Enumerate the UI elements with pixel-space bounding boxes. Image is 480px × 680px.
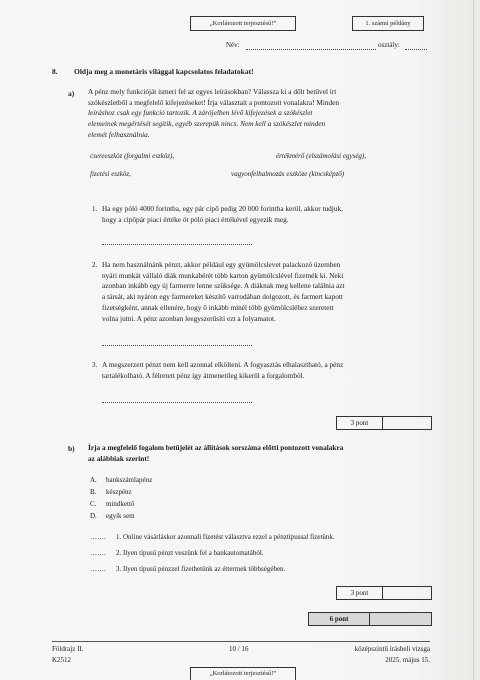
footer-page-number: 10 / 16	[229, 645, 249, 653]
name-label: Név:	[226, 41, 240, 49]
class-field[interactable]	[405, 49, 427, 50]
item-3-text	[102, 360, 432, 381]
score-label: 3 pont	[337, 587, 383, 599]
statement-text: 2. Ilyen típusú pénzt veszünk fel a bankautomatából.	[116, 549, 264, 557]
footer-exam-name: középszintű írásbeli vizsga	[354, 645, 430, 653]
total-score-box[interactable]	[308, 612, 432, 626]
statement-blank[interactable]: …….	[90, 533, 106, 541]
statement-text: 3. Ilyen típusú pénzzel fizethetünk az éttermek többségében.	[116, 565, 286, 573]
footer-rule	[52, 641, 430, 642]
term-item: értékmérő (elszámolási egység),	[276, 152, 367, 160]
term-item: fizetési eszköz,	[90, 170, 131, 178]
item-line: azonban inkább egy új farmerre lenne szüksége. A diáknak meg kellene találnia azt	[102, 281, 345, 291]
item-1-text	[102, 204, 432, 225]
footer-subject: Földrajz II.	[52, 645, 84, 653]
instruction-line: az alábbiak szerint!	[88, 453, 150, 463]
statement-text: 1. Online vásárláskor azonnali fizetést választva ezzel a pénztípussal fizetünk.	[116, 533, 335, 541]
statement-blank[interactable]: …….	[90, 549, 106, 557]
item-line: tartalékolható. A félretett pénz így átmenetileg kikerül a forgalomból.	[102, 370, 305, 380]
option-text: mindkettő	[106, 500, 135, 508]
part-a-marker: a)	[68, 89, 75, 98]
item-line: Ha nem használnánk pénzt, akkor például egy gyümölcslevet palackozó üzemben	[102, 260, 341, 269]
page-edge	[473, 0, 474, 680]
item-number: 1.	[92, 205, 98, 213]
instruction-line: elemét felhasználnia.	[88, 129, 150, 139]
part-b-marker: b)	[68, 444, 75, 453]
score-label: 3 pont	[337, 417, 383, 429]
score-box-b[interactable]	[336, 586, 432, 600]
term-item: vagyonfelhalmozás eszköze (kincsképző)	[231, 170, 345, 178]
part-a-instruction	[88, 87, 428, 141]
item-line: hogy a cipőpár piaci értéke öt póló piaci értékével egyezik meg.	[102, 214, 289, 224]
option-letter: B.	[90, 488, 97, 496]
option-text: készpénz	[106, 488, 132, 496]
instruction-line: leíráshoz csak egy funkció tartozik. A zárójelben lévő kifejezések a szókészlet	[88, 108, 313, 118]
answer-line-1[interactable]	[102, 244, 252, 245]
item-line: volna jutni. A pénz azonban leegyszerűsíti ezt a folyamatot.	[102, 313, 276, 323]
item-line: fizetségként, annak ellenére, hogy ő inkább minél több gyümölcsléhez szeretett	[102, 302, 334, 312]
instruction-line: Írja a megfelelő fogalom betűjelét az állítások sorszáma előtti pontozott vonalakra	[88, 443, 344, 452]
item-number: 2.	[92, 261, 98, 269]
answer-line-2[interactable]	[102, 345, 252, 346]
footer-code: K2512	[52, 656, 72, 664]
part-b-instruction	[88, 443, 428, 464]
footer-date: 2025. május 15.	[385, 656, 430, 664]
option-text: egyik sem	[106, 512, 135, 520]
item-number: 3.	[92, 361, 98, 369]
instruction-line: A pénz mely funkcióját ismeri fel az egyes leírásokban? Válassza ki a dőlt betűvel írt	[88, 87, 337, 96]
option-letter: C.	[90, 500, 97, 508]
option-letter: D.	[90, 512, 97, 520]
name-field[interactable]	[246, 49, 376, 50]
task-title: Oldja meg a monetáris világgal kapcsolatos feladatokat!	[74, 67, 254, 76]
instruction-line: elemeinek megértését segítik, egyéb szerepük nincs. Nem kell a szókészlet minden	[88, 119, 326, 129]
score-box-a[interactable]	[336, 416, 432, 430]
instruction-line: szókészletből a megfelelő kifejezéseket! Írja választait a pontozott vonalakra! Minden	[88, 97, 340, 107]
option-letter: A.	[90, 476, 97, 484]
class-label: osztály:	[378, 41, 400, 49]
term-item: csereeszköz (forgalmi eszköz),	[90, 152, 175, 160]
item-2-text	[102, 260, 432, 324]
total-score-label: 6 pont	[309, 613, 370, 625]
item-line: a társát, aki nyáron egy farmereket készítő varrodában dolgozott, és farmert kapott	[102, 292, 343, 302]
option-text: bankszámlapénz	[106, 476, 153, 484]
answer-line-3[interactable]	[102, 402, 252, 403]
task-number: 8.	[52, 67, 58, 76]
item-line: A megszerzett pénzt nem kell azonnal elkölteni. A fogyasztás elhalasztható, a pénz	[102, 360, 344, 369]
restricted-stamp: „Korlátozott terjesztésű!”	[190, 16, 296, 31]
restricted-stamp-bottom: „Korlátozott terjesztésű!”	[190, 667, 296, 680]
item-line: Ha egy póló 4000 forintba, egy pár cipő pedig 20 000 forintba kerül, akkor tudjuk,	[102, 204, 343, 213]
copy-number-stamp: 1. számú példány	[352, 16, 424, 31]
item-line: nyári munkát vállaló diák munkabérét több karton gyümölcslével fizetnék ki. Neki	[102, 270, 344, 280]
statement-blank[interactable]: …….	[90, 565, 106, 573]
